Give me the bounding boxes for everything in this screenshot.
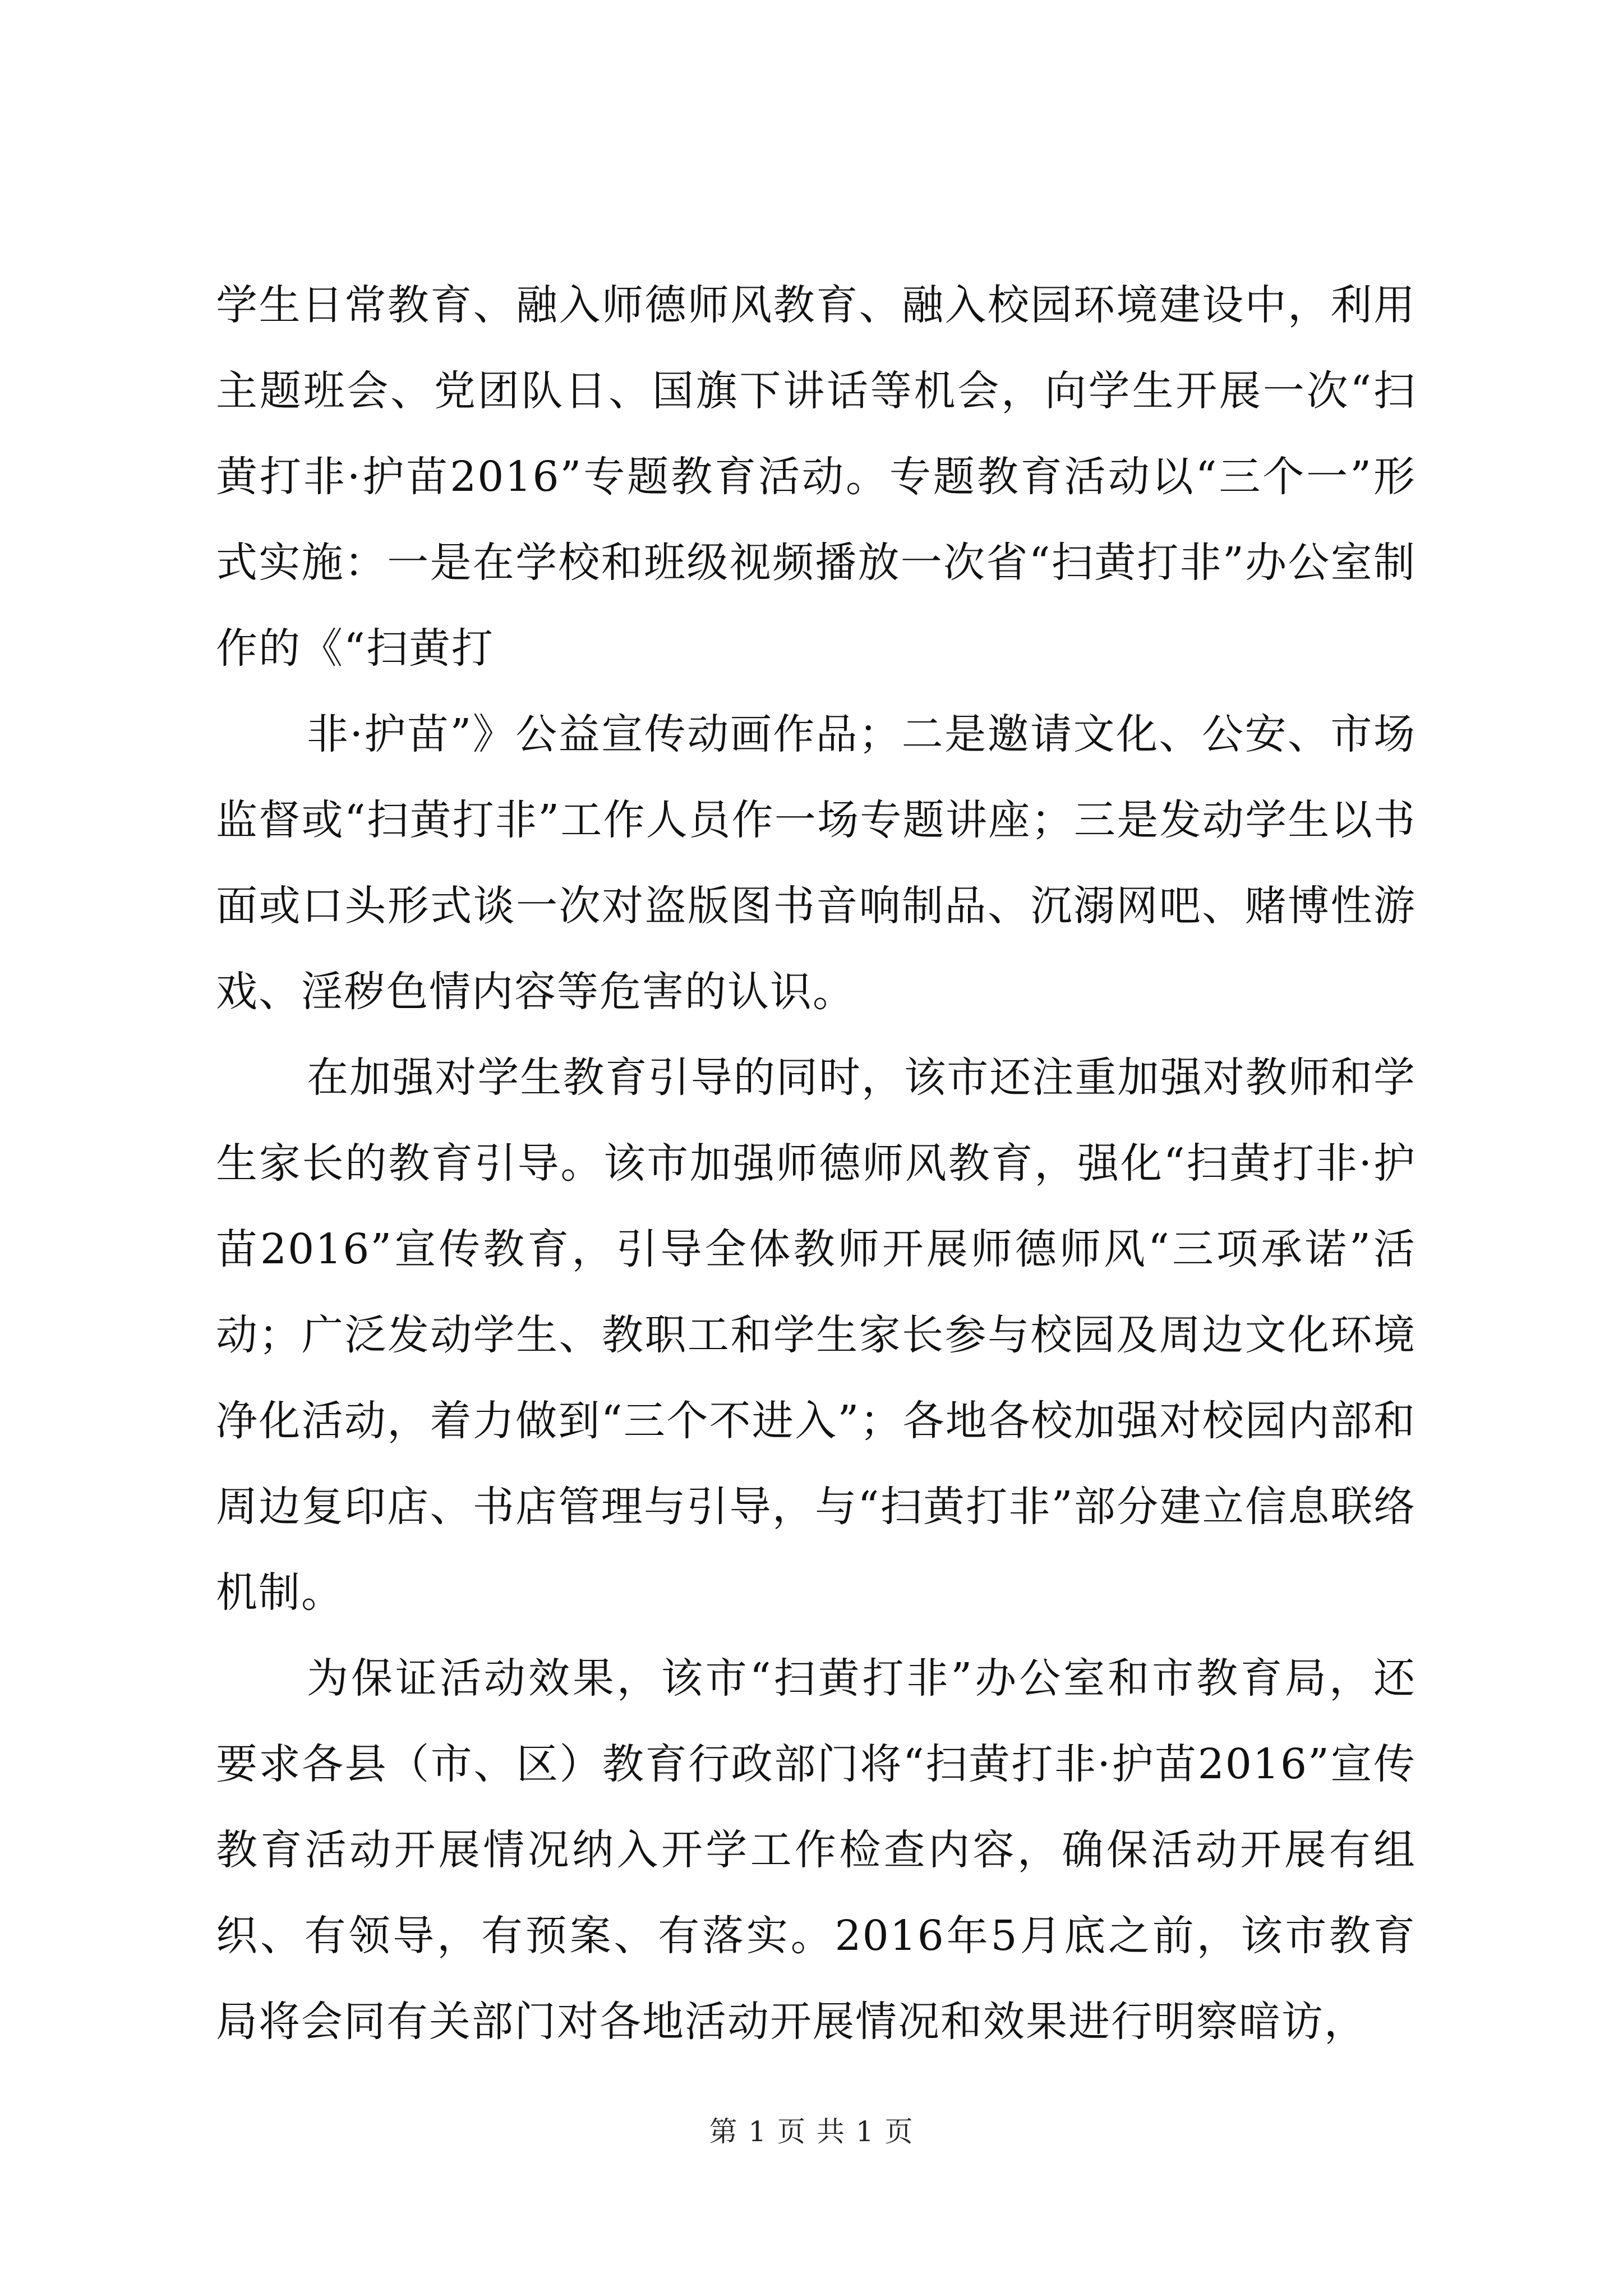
page-footer: 第 1 页 共 1 页: [709, 2115, 914, 2148]
paragraph-1: 学生日常教育、融入师德师风教育、融入校园环境建设中，利用主题班会、党团队日、国旗下讲话等机会，向学生开展一次“扫黄打非·护苗2016”专题教育活动。专题教育活动以“三个一”形式实施：一是在学校和班级视频播放一次省“扫黄打非”办公室制作的《“扫黄打: [216, 281, 1416, 673]
paragraph-2: 非·护苗”》公益宣传动画作品；二是邀请文化、公安、市场监督或“扫黄打非”工作人员作一场专题讲座；三是发动学生以书面或口头形式谈一次对盗版图书音响制品、沉溺网吧、赌博性游戏、淫秽色情内容等危害的认识。: [216, 710, 1416, 1016]
document-body: [216, 263, 1416, 2065]
paragraph-4: 为保证活动效果，该市“扫黄打非”办公室和市教育局，还要求各县（市、区）教育行政部门将“扫黄打非·护苗2016”宣传教育活动开展情况纳入开学工作检查内容，确保活动开展有组织、有领导，有预案、有落实。2016年5月底之前，该市教育局将会同有关部门对各地活动开展情况和效果进行明察暗访，: [216, 1654, 1416, 2046]
paragraph-3: 在加强对学生教育引导的同时，该市还注重加强对教师和学生家长的教育引导。该市加强师德师风教育，强化“扫黄打非·护苗2016”宣传教育，引导全体教师开展师德师风“三项承诺”活动；广泛发动学生、教职工和学生家长参与校园及周边文化环境净化活动，着力做到“三个不进入”；各地各校加强对校园内部和周边复印店、书店管理与引导，与“扫黄打非”部分建立信息联络机制。: [216, 1053, 1416, 1617]
